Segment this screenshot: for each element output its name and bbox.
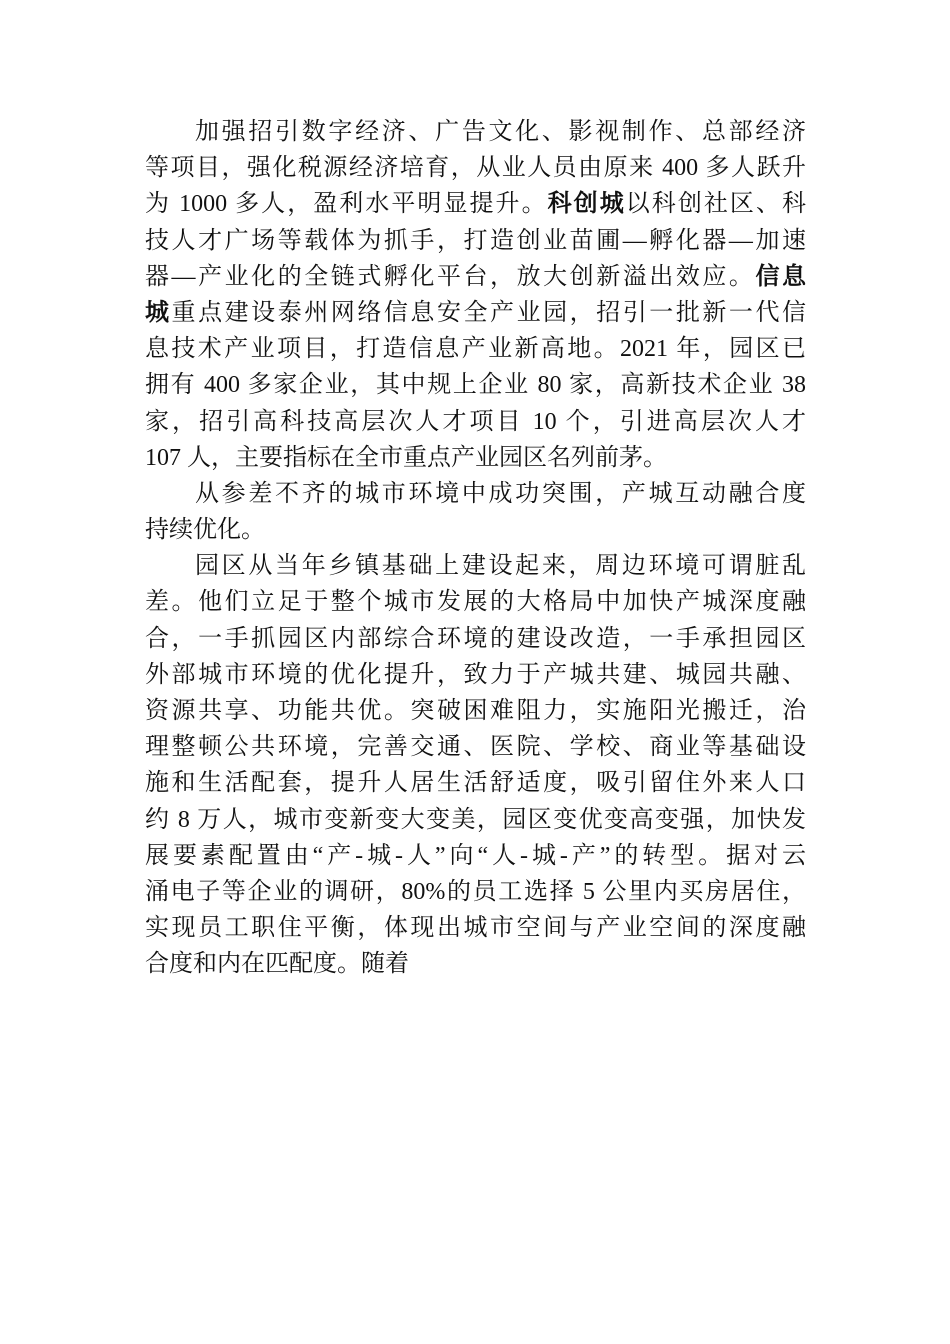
text-segment: 合度和内在匹配度。随着 — [145, 951, 409, 978]
text-segment: 重点建设泰州网络信息安全产业园，招引一批新一代信 — [171, 299, 807, 326]
text-segment: 以科创社区、科 — [625, 191, 806, 218]
paragraph — [145, 548, 806, 982]
text-segment: 息技术产业项目，打造信息产业新高地。2021 年，园区已 — [145, 336, 806, 363]
text-line — [145, 295, 806, 331]
text-segment: 合，一手抓园区内部综合环境的建设改造，一手承担园区 — [145, 625, 806, 652]
bold-keyword: 信息 — [755, 263, 807, 290]
text-line — [145, 512, 806, 548]
text-line — [145, 729, 806, 765]
text-line — [145, 910, 806, 946]
text-segment: 等项目，强化税源经济培育，从业人员由原来 400 多人跃升 — [145, 155, 806, 182]
text-segment: 外部城市环境的优化提升，致力于产城共建、城园共融、 — [145, 661, 806, 688]
text-segment: 家，招引高科技高层次人才项目 10 个，引进高层次人才 — [145, 408, 806, 435]
text-line — [145, 404, 806, 440]
text-line — [145, 367, 806, 403]
text-segment: 加强招引数字经济、广告文化、影视制作、总部经济 — [195, 119, 806, 145]
text-line — [145, 259, 806, 295]
text-segment: 展要素配置由“产-城-人”向“人-城-产”的转型。据对云 — [145, 842, 806, 869]
text-segment: 为 1000 多人，盈利水平明显提升。 — [145, 191, 548, 218]
text-line — [145, 440, 806, 476]
text-line — [145, 150, 806, 186]
text-line — [145, 621, 806, 657]
text-line — [145, 114, 806, 150]
text-line — [145, 657, 806, 693]
text-line — [145, 476, 806, 512]
text-segment: 理整顿公共环境，完善交通、医院、学校、商业等基础设 — [145, 734, 806, 761]
text-segment: 施和生活配套，提升人居生活舒适度，吸引留住外来人口 — [145, 770, 806, 797]
text-line — [145, 331, 806, 367]
text-segment: 拥有 400 多家企业，其中规上企业 80 家，高新技术企业 38 — [145, 372, 806, 399]
text-segment: 实现员工职住平衡，体现出城市空间与产业空间的深度融 — [145, 915, 806, 942]
text-segment: 从参差不齐的城市环境中成功突围，产城互动融合度 — [195, 480, 806, 507]
text-segment: 器—产业化的全链式孵化平台，放大创新溢出效应。 — [145, 263, 756, 290]
text-segment: 约 8 万人，城市变新变大变美，园区变优变高变强，加快发 — [145, 806, 806, 833]
text-segment: 涌电子等企业的调研，80%的员工选择 5 公里内买房居住， — [145, 878, 806, 905]
text-segment: 持续优化。 — [145, 517, 265, 544]
text-segment: 107 人，主要指标在全市重点产业园区名列前茅。 — [145, 444, 667, 471]
text-line — [145, 693, 806, 729]
text-segment: 差。他们立足于整个城市发展的大格局中加快产城深度融 — [145, 589, 806, 616]
text-segment: 园区从当年乡镇基础上建设起来，周边环境可谓脏乱 — [195, 553, 806, 580]
text-line — [145, 765, 806, 801]
paragraph — [145, 476, 806, 548]
text-line — [145, 874, 806, 910]
text-segment: 技人才广场等载体为抓手，打造创业苗圃—孵化器—加速 — [145, 227, 806, 254]
text-line — [145, 584, 806, 620]
text-segment: 资源共享、功能共优。突破困难阻力，实施阳光搬迁，治 — [145, 698, 806, 724]
text-line — [145, 946, 806, 982]
document-body — [145, 114, 806, 983]
text-line — [145, 223, 806, 259]
text-line — [145, 838, 806, 874]
text-line — [145, 802, 806, 838]
paragraph — [145, 114, 806, 476]
text-line — [145, 186, 806, 222]
bold-keyword: 城 — [145, 299, 172, 326]
text-line — [145, 548, 806, 584]
bold-keyword: 科创城 — [547, 191, 626, 218]
